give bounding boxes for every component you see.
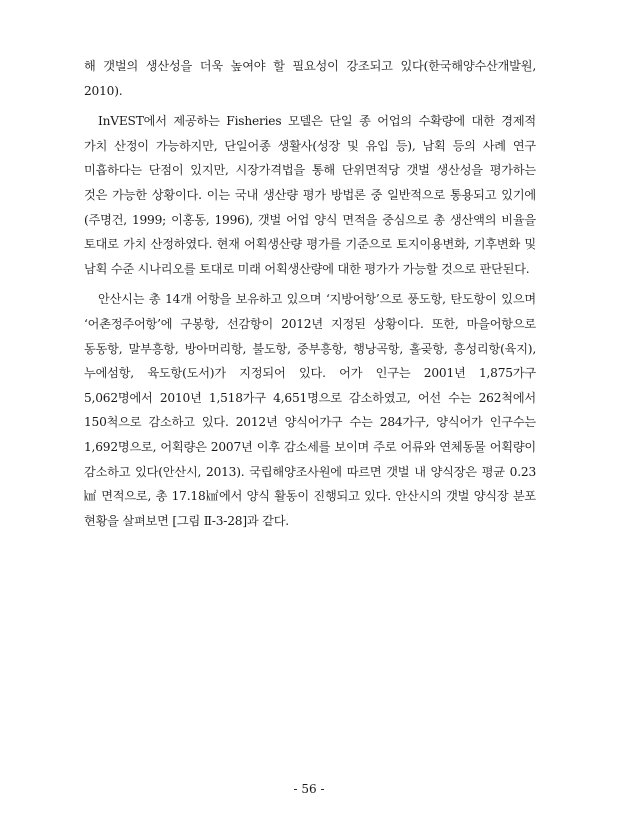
body-text <box>84 54 536 533</box>
page-number: - 56 - <box>293 782 325 796</box>
paragraph-invest-fisheries: InVEST에서 제공하는 Fisheries 모델은 단일 종 어업의 수확량에 대한 경제적 가치 산정이 가능하지만, 단일어종 생활사(성장 및 유입 등), 남획 등의 사례 연구 미흡하다는 단점이 있지만, 시장가격법을 통해 단위면적당 갯벌 생산성을 평가하는 것은 가능한 상황이다. 이는 국내 생산량 평가 방법론 중 일반적으로 통용되고 있기에(주명건, 1999; 이홍동, 1996), 갯벌 어업 양식 면적을 중심으로 총 생산액의 비율을 토대로 가치 산정하였다. 현재 어획생산량 평가를 기준으로 토지이용변화, 기후변화 및 남획 수준 시나리오를 토대로 미래 어획생산량에 대한 평가가 가능할 것으로 판단된다. <box>84 114 536 276</box>
paragraph-ansan-fishing-ports: 안산시는 총 14개 어항을 보유하고 있으며 ‘지방어항’으로 풍도항, 탄도항이 있으며 ‘어촌정주어항’에 구봉항, 선감항이 2012년 지정된 상황이다. 또한, 마을어항으로 동동항, 말부흥항, 방아머리항, 불도항, 중부흥항, 행낭곡항, 홀곶항, 흥성리항(육지), 누에섬항, 육도항(도서)가 지정되어 있다. 어가 인구는 2001년 1,875가구 5,062명에서 2010년 1,518가구 4,651명으로 감소하였고, 어선 수는 262척에서 150척으로 감소하고 있다. 2012년 양식어가구 수는 284가구, 양식어가 인구수는 1,692명으로, 어획량은 2007년 이후 감소세를 보이며 주로 어류와 연체동물 어획량이 감소하고 있다(안산시, 2013). 국립해양조사원에 따르면 갯벌 내 양식장은 평균 0.23㎢ 면적으로, 총 17.18㎢에서 양식 활동이 진행되고 있다. 안산시의 갯벌 양식장 분포 현황을 살펴보면 [그림 Ⅱ-3-28]과 같다. <box>84 292 536 528</box>
paragraph-continuation: 해 갯벌의 생산성을 더욱 높여야 할 필요성이 강조되고 있다(한국해양수산개발원, 2010). <box>84 59 536 98</box>
